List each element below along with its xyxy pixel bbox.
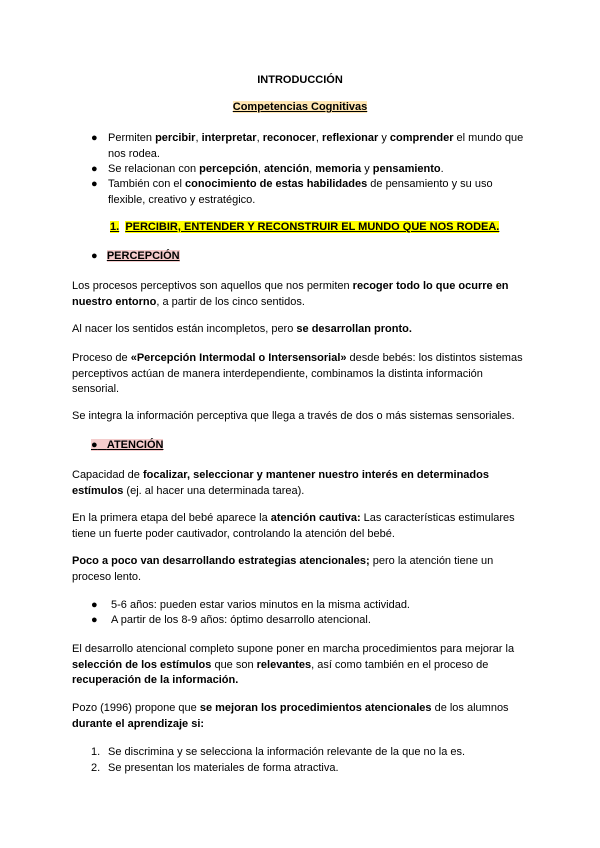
bullet-dot: ● <box>91 132 98 144</box>
heading-percepcion <box>91 249 180 265</box>
atencion-paragraph-3: Poco a poco van desarrollando estrategias atencionales; pero la atención tiene un proceso lento. <box>72 555 494 583</box>
subtitle-text: Competencias Cognitivas <box>232 101 368 113</box>
atencion-paragraph-4: El desarrollo atencional completo supone poner en marcha procedimientos para mejorar la selección de los estímulos que son relevantes, así como también en el proceso de recuperación de la información. <box>72 643 515 686</box>
bullet-dot: ● <box>91 439 98 451</box>
atencion-paragraph-5: Pozo (1996) propone que se mejoran los procedimientos atencionales de los alumnos durante el aprendizaje si: <box>72 702 509 730</box>
bullet-dot: ● <box>91 250 98 262</box>
page-subtitle <box>0 100 600 116</box>
section-label: PERCIBIR, ENTENDER Y RECONSTRUIR EL MUNDO QUE NOS RODEA. <box>125 221 500 233</box>
section-number: 1. <box>110 221 120 233</box>
percepcion-paragraph-1: Los procesos perceptivos son aquellos que nos permiten recoger todo lo que ocurre en nuestro entorno, a partir de los cinco sentidos. <box>72 280 509 308</box>
atencion-paragraph-2: En la primera etapa del bebé aparece la atención cautiva: Las características estimulares tiene un fuerte poder cautivador, controlando la atención del bebé. <box>72 512 515 540</box>
bullet-dot: ● <box>91 614 98 626</box>
bullet-dot: ● <box>91 163 98 175</box>
percepcion-paragraph-2: Al nacer los sentidos están incompletos, pero se desarrollan pronto. <box>72 323 412 335</box>
heading-atencion <box>91 438 163 454</box>
document-page: INTRODUCCIÓN Competencias Cognitivas ● Permiten percibir, interpretar, reconocer, reflexionar y comprender el mundo que nos rodea. ● Se relacionan con percepción, atención, memoria y pensamiento. ● También con el conocimiento de estas habilidades de pensamiento y su uso flexible, creativo y estratégico. 1. PERCIBIR, ENTENDER Y RECONSTRUIR EL MUNDO QUE NOS RODEA. ● PERCEPCIÓN Los procesos perceptivos son aquellos que nos permiten recoger todo lo que ocurre en nuestro entorno, a partir de los cinco sentidos. Al nacer los sentidos están incompletos, pero se desarrollan pronto. Proceso de «Percepción Intermodal o Intersensorial» desde bebés: los distintos sistemas perceptivos actúan de manera interdependiente, combinamos la distinta información sensorial. Se integra la información perceptiva que llega a través de dos o más sistemas sensoriales. ● ATENCIÓN Capacidad de focalizar, seleccionar y mantener nuestro interés en determinados estímulos (ej. al hacer una determinada tarea). En la primera etapa del bebé aparece la atención cautiva: Las características estimulares tiene un fuerte poder cautivador, controlando la atención del bebé. Poco a poco van desarrollando estrategias atencionales; pero la atención tiene un proceso lento. ● 5-6 años: pueden estar varios minutos en la misma actividad. ● A partir de los 8-9 años: óptimo desarrollo atencional. El desarrollo atencional completo supone poner en marcha procedimientos para mejorar la selección de los estímulos que son relevantes, así como también en el proceso de recuperación de la información. Pozo (1996) propone que se mejoran los procedimientos atencionales de los alumnos durante el aprendizaje si: 1. Se discrimina y se selecciona la información relevante de la que no la es. 2. Se presentan los materiales de forma atractiva. <box>0 0 600 848</box>
atencion-paragraph-1: Capacidad de focalizar, seleccionar y mantener nuestro interés en determinados estímulos (ej. al hacer una determinada tarea). <box>72 469 489 497</box>
percepcion-paragraph-3: Proceso de «Percepción Intermodal o Intersensorial» desde bebés: los distintos sistemas perceptivos actúan de manera interdependiente, combinamos la distinta información sensorial. <box>72 352 523 395</box>
section-heading-1 <box>110 220 540 236</box>
page-title: INTRODUCCIÓN <box>257 74 343 86</box>
percepcion-paragraph-4: Se integra la información perceptiva que llega a través de dos o más sistemas sensoriales. <box>72 410 515 422</box>
bullet-dot: ● <box>91 178 98 190</box>
bullet-dot: ● <box>91 599 98 611</box>
heading-percepcion-text: PERCEPCIÓN <box>106 250 180 262</box>
heading-atencion-text: ATENCIÓN <box>106 439 164 451</box>
